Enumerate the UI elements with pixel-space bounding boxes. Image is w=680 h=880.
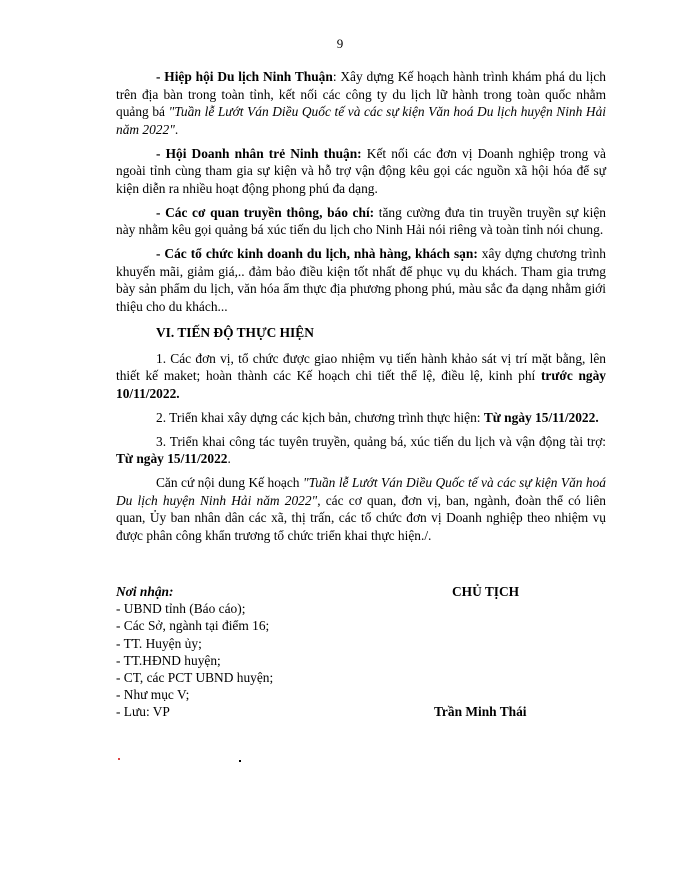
recipient-item: - TT. Huyện ủy; (116, 635, 202, 651)
recipient-item: - Các Sở, ngành tại điểm 16; (116, 618, 270, 634)
paragraph-text: xây dựng chương trình khuyến mãi, giảm giá,.. đảm bảo điều kiện tốt nhất để phục vụ du khách. Tham gia trưng bày sản phẩm du lịch, văn hóa ẩm thực địa phương phong phú, màu sắc đa dạng nhằm giới thiệu cho du khách... (116, 246, 606, 314)
paragraph-doanh-nhan (116, 145, 606, 198)
recipients-title: Nơi nhận: (116, 584, 174, 599)
schedule-date: Từ ngày 15/11/2022 (116, 451, 228, 466)
event-name: "Tuần lễ Lướt Ván Diều Quốc tế và các sự kiện Văn hoá Du lịch huyện Ninh Hải năm 2022" (116, 475, 606, 508)
org-name: - Các cơ quan truyền thông, báo chí: (156, 204, 375, 220)
schedule-date: trước ngày 10/11/2022. (116, 368, 606, 401)
paragraph-text: tăng cường đưa tin truyền truyền sự kiện này nhằm kêu gọi quảng bá xúc tiến du lịch cho Ninh Hải nói riêng và toàn tỉnh nói chung. (116, 204, 606, 237)
section-heading: VI. TIẾN ĐỘ THỰC HIỆN (156, 325, 314, 340)
schedule-item-2 (116, 409, 606, 427)
schedule-tail: . (227, 451, 231, 466)
recipient-item: - Lưu: VP (116, 704, 170, 720)
paragraph-kinh-doanh (116, 245, 606, 315)
schedule-text: 1. Các đơn vị, tổ chức được giao nhiệm vụ tiến hành khảo sát vị trí mặt bằng, lên thiết kế maket; hoàn thành các Kế hoạch chi tiết thể lệ, điều lệ, kinh phí (116, 350, 606, 383)
recipient-item: - TT.HĐND huyện; (116, 652, 221, 668)
paragraph-text: : Xây dựng Kế hoạch hành trình khám phá du lịch trên địa bàn trong toàn tỉnh, kết nối các công ty du lịch lữ hành trong toàn quốc nhằm quảng bá (116, 69, 607, 119)
stray-mark (239, 760, 241, 762)
schedule-item-1 (116, 350, 606, 403)
recipients-list (116, 583, 396, 721)
recipient-item: - UBND tỉnh (Báo cáo); (116, 601, 246, 617)
closing-paragraph (116, 474, 606, 544)
signer-name: Trần Minh Thái (434, 704, 527, 719)
schedule-date: Từ ngày 15/11/2022. (483, 409, 599, 425)
org-name: - Các tổ chức kinh doanh du lịch, nhà hàng, khách sạn: (156, 246, 478, 261)
signer-title: CHỦ TỊCH (452, 584, 520, 599)
event-name: "Tuần lễ Lướt Ván Diều Quốc tế và các sự kiện Văn hoá Du lịch huyện Ninh Hải năm 2022" (116, 104, 606, 137)
org-name: - Hội Doanh nhân trẻ Ninh thuận: (156, 145, 362, 161)
closing-text: Căn cứ nội dung Kế hoạch (156, 475, 303, 490)
paragraph-tail: . (174, 121, 179, 137)
document-body (116, 68, 606, 551)
schedule-text: 2. Triển khai xây dựng các kịch bản, chương trình thực hiện: (156, 409, 484, 425)
paragraph-truyen-thong (116, 204, 606, 239)
schedule-text: 3. Triển khai công tác tuyên truyền, quảng bá, xúc tiến du lịch và vận động tài trợ: (156, 433, 606, 449)
page-number: 9 (336, 36, 344, 51)
recipient-item: - Như mục V; (116, 687, 190, 703)
recipient-item: - CT, các PCT UBND huyện; (116, 670, 274, 686)
stray-mark (118, 758, 120, 760)
paragraph-text: Kết nối các đơn vị Doanh nghiệp trong và ngoài tỉnh cùng tham gia sự kiện và hỗ trợ vận động kêu gọi các nguồn xã hội hóa để sự kiện diễn ra nhiều hoạt động phong phú đa dạng. (116, 145, 606, 196)
org-name: - Hiệp hội Du lịch Ninh Thuận (156, 69, 333, 84)
schedule-item-3 (116, 433, 606, 468)
closing-text: , các cơ quan, đơn vị, ban, ngành, đoàn thể có liên quan, Ủy ban nhân dân các xã, thị trấn, các tổ chức đơn vị Doanh nghiệp theo nhiệm vụ được phân công khẩn trương tổ chức triển khai thực hiện./. (116, 492, 606, 543)
paragraph-hiep-hoi (116, 68, 606, 138)
